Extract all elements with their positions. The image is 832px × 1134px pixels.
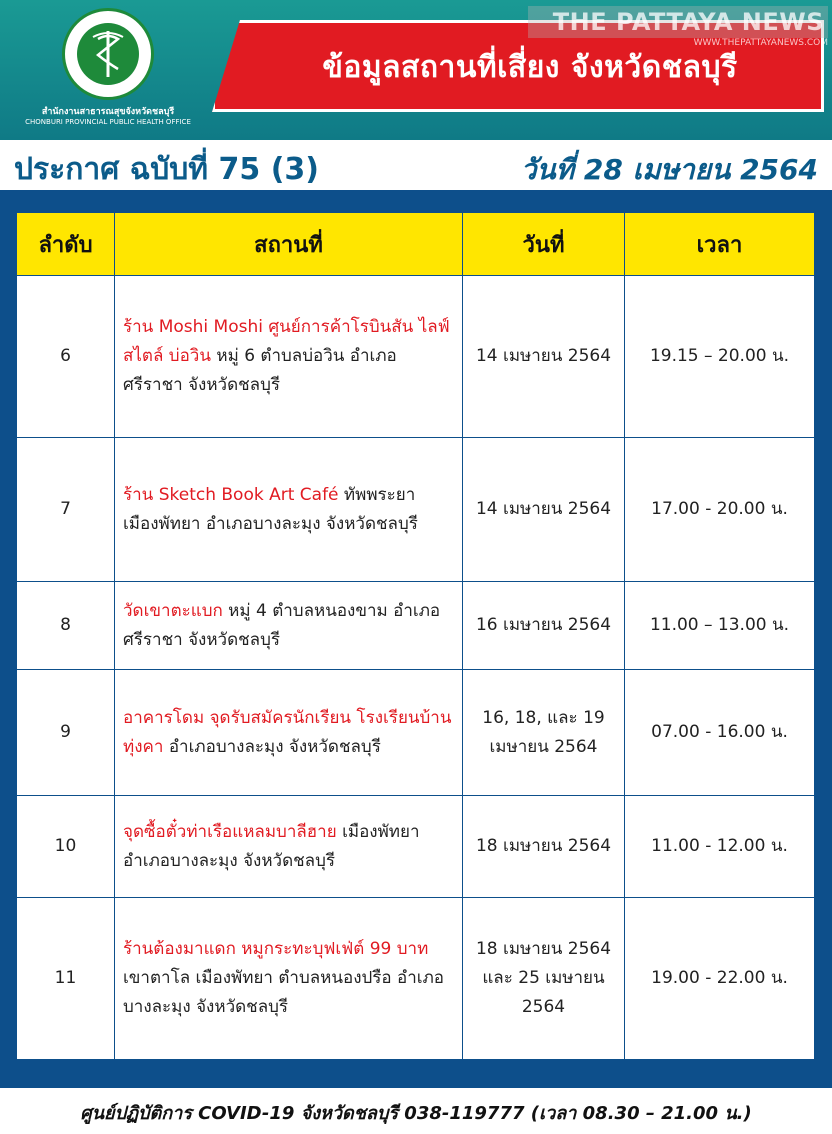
place-name: อาคารโดม จุดรับสมัครนักเรียน โรงเรียนบ้านทุ่งคา (123, 707, 452, 757)
table-row (17, 898, 815, 1060)
footer-bar (0, 1088, 832, 1134)
row-time: 17.00 - 20.00 น. (625, 438, 815, 582)
row-number: 6 (17, 276, 115, 438)
column-header-no: ลำดับ (17, 213, 115, 276)
row-place (115, 582, 463, 670)
table-row (17, 670, 815, 796)
row-time: 19.15 – 20.00 น. (625, 276, 815, 438)
announcement-issue: ประกาศ ฉบับที่ 75 (3) (14, 152, 319, 187)
row-date: 18 เมษายน 2564 และ 25 เมษายน 2564 (463, 898, 625, 1060)
row-time: 07.00 - 16.00 น. (625, 670, 815, 796)
place-name: ร้าน Sketch Book Art Café (123, 484, 339, 505)
row-time: 19.00 - 22.00 น. (625, 898, 815, 1060)
place-address: เขาตาโล เมืองพัทยา ตำบลหนองปรือ อำเภอบางละมุง จังหวัดชลบุรี (123, 968, 445, 1017)
place-name: จุดซื้อตั๋วท่าเรือแหลมบาลีฮาย (123, 821, 337, 842)
place-address: หมู่ 6 ตำบลบ่อวิน อำเภอศรีราชา จังหวัดชลบุรี (123, 346, 397, 395)
watermark-url: WWW.THEPATTAYANEWS.COM (693, 38, 828, 48)
announcement-bar (0, 140, 832, 190)
column-header-time: เวลา (625, 213, 815, 276)
logo-caption-thai: สำนักงานสาธารณสุขจังหวัดชลบุรี (41, 107, 175, 117)
row-number: 9 (17, 670, 115, 796)
risk-locations-table (16, 212, 815, 1060)
row-time: 11.00 – 13.00 น. (625, 582, 815, 670)
row-number: 11 (17, 898, 115, 1060)
table-row (17, 276, 815, 438)
place-name: ร้าน Moshi Moshi ศูนย์การค้าโรบินสัน ไลฟ์สไตล์ บ่อวิน (123, 317, 450, 366)
column-header-place: สถานที่ (115, 213, 463, 276)
row-date: 16 เมษายน 2564 (463, 582, 625, 670)
table-row (17, 438, 815, 582)
watermark-logo: THE PATTAYA NEWS (528, 6, 828, 38)
announcement-date: วันที่ 28 เมษายน 2564 (520, 153, 818, 186)
row-date: 18 เมษายน 2564 (463, 796, 625, 898)
row-place (115, 898, 463, 1060)
row-date: 16, 18, และ 19 เมษายน 2564 (463, 670, 625, 796)
header (0, 0, 832, 140)
row-number: 8 (17, 582, 115, 670)
table-row (17, 796, 815, 898)
risk-locations-table-wrap (16, 212, 814, 1060)
ministry-seal-icon (62, 8, 154, 100)
row-number: 10 (17, 796, 115, 898)
watermark (528, 6, 828, 58)
ministry-logo (8, 6, 208, 134)
footer-hotline: ศูนย์ปฏิบัติการ COVID-19 จังหวัดชลบุรี 038-119777 (เวลา 08.30 – 21.00 น.) (80, 1103, 752, 1124)
logo-caption-english: CHONBURI PROVINCIAL PUBLIC HEALTH OFFICE (25, 118, 191, 126)
page-title: ข้อมูลสถานที่เสี่ยง จังหวัดชลบุรี (322, 50, 738, 85)
table-header-row (17, 213, 815, 276)
row-place (115, 796, 463, 898)
row-place (115, 438, 463, 582)
row-date: 14 เมษายน 2564 (463, 276, 625, 438)
row-place (115, 276, 463, 438)
place-name: ร้านต้องมาแดก หมูกระทะบุฟเฟ่ต์ 99 บาท (123, 939, 429, 959)
place-address: อำเภอบางละมุง จังหวัดชลบุรี (163, 736, 381, 757)
column-header-date: วันที่ (463, 213, 625, 276)
row-time: 11.00 - 12.00 น. (625, 796, 815, 898)
place-address: ทัพพระยา เมืองพัทยา อำเภอบางละมุง จังหวัดชลบุรี (123, 484, 418, 534)
place-address: เมืองพัทยา อำเภอบางละมุง จังหวัดชลบุรี (123, 821, 420, 871)
place-name: วัดเขาตะแบก (123, 600, 223, 621)
row-date: 14 เมษายน 2564 (463, 438, 625, 582)
place-address: หมู่ 4 ตำบลหนองขาม อำเภอศรีราชา จังหวัดชลบุรี (123, 600, 441, 650)
table-row (17, 582, 815, 670)
row-number: 7 (17, 438, 115, 582)
row-place (115, 670, 463, 796)
